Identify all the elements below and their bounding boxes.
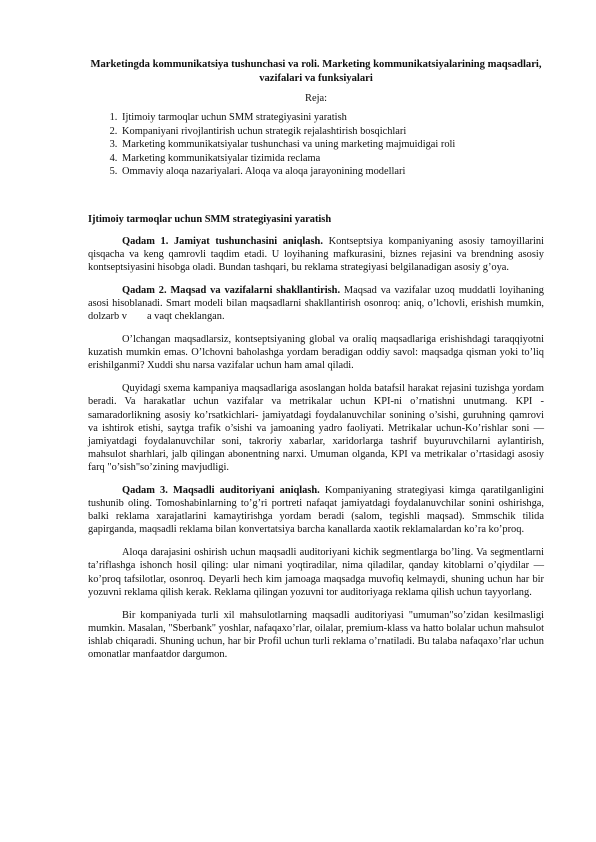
paragraph-text: O’lchangan maqsadlarsiz, kontseptsiyaning global va oraliq maqsadlariga erishishdagi taraqqiyotni kuzatish mumkin emas. O’lchovni baholashga yordam beradigan oddiy savol: maqsadga qisman yoki to’liq erishilganmi? Xuddi shu narsa vazifalar uchun ham amal qiladi.: [88, 334, 544, 372]
paragraph-text: Kontseptsiya kompaniyaning asosiy tamoyillarini qisqacha va keng qamrovli taqdim etadi. U loyihaning mafkurasini, biznes rejasini va brendning asosiy kontseptsiyasini hisobga oladi. Bundan tashqari, bu reklama strategiyasi belgilanadigan asosiy g’oya.: [88, 235, 544, 273]
paragraph-step-3: [88, 484, 544, 536]
plan-list: [88, 111, 544, 179]
paragraph-lead: Qadam 1. Jamiyat tushunchasini aniqlash.: [122, 235, 323, 247]
paragraph-text: Kompaniyaning strategiyasi kimga qaratilganligini tushunib oling. Tomoshabinlarning to’g’ri portreti nafaqat jamiyatdagi foydalanuvchilar sonini oshirishga, balki reklama xarajatlarini kamaytirishga yordam beradi (salom, tegishli maqsad). Smmschik tilida gapirganda, maqsadli reklama bilan konvertatsiya barcha kanallarda xaotik reklamalardan ko’ra ko’proq.: [88, 485, 544, 536]
plan-item: 2. Kompaniyani rivojlantirish uchun strategik rejalashtirish bosqichlari: [120, 125, 544, 139]
plan-item: 5. Ommaviy aloqa nazariyalari. Aloqa va aloqa jarayonining modellari: [120, 165, 544, 179]
paragraph-step-2: [88, 284, 544, 323]
paragraph-text: Quyidagi sxema kampaniya maqsadlariga asoslangan holda batafsil harakat rejasini tuzishga yordam beradi. Va harakatlar uchun vazifalar va metrikalar uchun KPI-ni o’rnatishni unutmang. KPI - samaradorlikning asosiy ko’rsatkichlari- jamiyatdagi foydalanuvchilar sonining o’sishi, guruhning qamrovi va ishtirok etishi, saytga trafik o’sishi va jamoaning yadro faoliyati. Metrikalar uchun-Ko’rishlar soni — jamiyatdagi foydalanuvchilar soni, takroriy xabarlar, xaridorlarga tashrif buyuruvchilarni aylantirish, mahsulot sharhlari, jalb qilingan abonentning narxi. Umuman olganda, KPI va metrikalar o’rtasidagi asosiy farq "o’sish"so’zining mavjudligi.: [88, 383, 544, 473]
paragraph: [88, 382, 544, 474]
plan-item: 4. Marketing kommunikatsiyalar tizimida reclama: [120, 152, 544, 166]
paragraph-lead: Qadam 2. Maqsad va vazifalarni shakllantirish.: [122, 284, 341, 296]
document-title: Marketingda kommunikatsiya tushunchasi va roli. Marketing kommunikatsiyalarining maqsadlari, vazifalari va funksiyalari: [90, 59, 542, 84]
paragraph-step-1: [88, 235, 544, 274]
paragraph-lead: Qadam 3. Maqsadli auditoriyani aniqlash.: [122, 485, 320, 496]
paragraph-text: Bir kompaniyada turli xil mahsulotlarning maqsadli auditoriyasi "umuman"so’zidan kesilmasligi mumkin. Masalan, "Sberbank" yoshlar, nafaqaxo’rlar, oilalar, premium-klass va hatto bolalar uchun mahsulot ishlab chiqaradi. Shuning uchun, har bir Profil uchun turli reklama o’rnatiladi. Bu talaba nafaqaxo’rlar uchun omonatlar manfaatdor dargumon.: [88, 609, 544, 661]
paragraph: [88, 609, 544, 661]
plan-item: 1. Ijtimoiy tarmoqlar uchun SMM strategiyasini yaratish: [120, 111, 544, 125]
paragraph-text-continued: a vaqt cheklangan.: [146, 310, 225, 322]
paragraph-text: Aloqa darajasini oshirish uchun maqsadli auditoriyani kichik segmentlarga bo’ling. Va segmentlarni ta’riflashga ishonch hosil qiling: ular nimani yoqtiradilar, nima qiladilar, qanday kitoblarni o’qiydilar — ko’proq tafsilotlar, osonroq. Deyarli hech kim jamoaga maqsadga muvofiq kelmaydi, shuning uchun har bir yozuvni reklama qilish kerak. Reklama qilingan yozuvni tor auditoriyaga reklama qilish uchun tayyorlang.: [88, 547, 544, 598]
paragraph: [88, 546, 544, 598]
paragraph: [88, 333, 544, 372]
plan-label: Reja:: [305, 93, 327, 104]
plan-item: 3. Marketing kommunikatsiyalar tushunchasi va uning marketing majmuidigai roli: [120, 138, 544, 152]
paragraph-text: Maqsad va vazifalar uzoq muddatli loyihaning asosi hisoblanadi. Smart modeli bilan maqsadlarni shakllantirish osonroq: aniq, o’lchovli, erishish mumkin, dolzarb v: [88, 284, 544, 322]
section-heading: Ijtimoiy tarmoqlar uchun SMM strategiyasini yaratish: [88, 213, 332, 225]
